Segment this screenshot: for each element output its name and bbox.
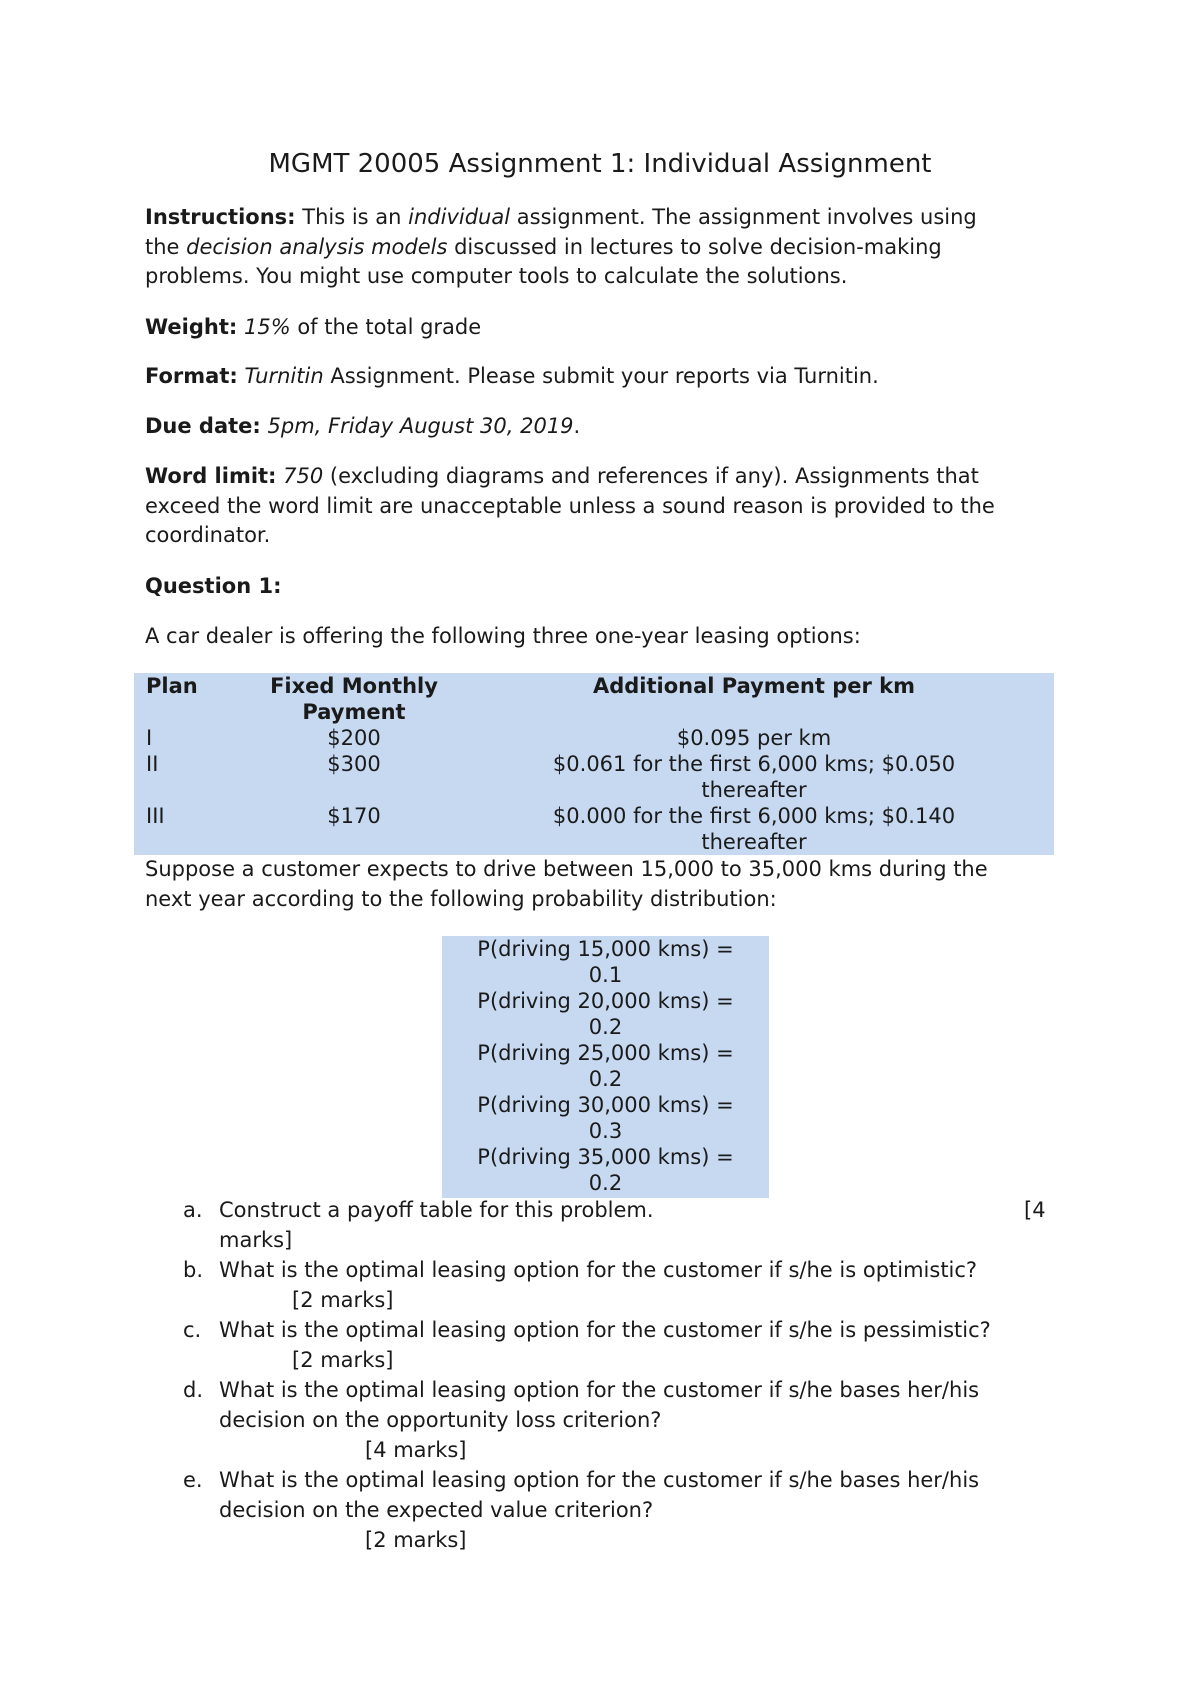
weight-value: 15% [243, 315, 291, 339]
due-date-label: Due date: [145, 414, 261, 438]
table-cell-additional: $0.000 for the first 6,000 kms; $0.140 [552, 804, 956, 828]
question-text: What is the optimal leasing option for the customer if s/he bases her/his [219, 1468, 980, 1492]
word-limit-label: Word limit: [145, 464, 277, 488]
instructions-emphasis: decision analysis models [186, 234, 448, 259]
table-cell-plan: II [146, 752, 159, 776]
question-text: decision on the opportunity loss criterion? [219, 1408, 662, 1432]
instructions-text: problems. You might use computer tools to calculate the solutions. [145, 264, 848, 288]
due-date-value: 5pm, Friday August 30, 2019 [267, 414, 574, 438]
question-text: What is the optimal leasing option for the customer if s/he bases her/his [219, 1378, 980, 1402]
distribution-intro-text: Suppose a customer expects to drive between 15,000 to 35,000 kms during the [145, 857, 988, 881]
question-letter: e. [183, 1468, 203, 1492]
instructions-text: assignment. The assignment involves using [510, 205, 977, 229]
word-limit-value: 750 [283, 464, 324, 488]
question-marks: [2 marks] [292, 1288, 394, 1312]
question-text: decision on the expected value criterion? [219, 1498, 654, 1522]
table-cell-additional: thereafter [701, 830, 807, 854]
distribution-intro-text: next year according to the following probability distribution: [145, 886, 777, 911]
intro-text: A car dealer is offering the following three one-year leasing options: [145, 624, 861, 648]
probability-value: 0.1 [588, 963, 623, 987]
format-line [145, 362, 1055, 392]
question-marks: [4 [1024, 1198, 1046, 1222]
question-heading: Question 1: [145, 574, 282, 598]
probability-label: P(driving 35,000 kms) = [477, 1145, 734, 1169]
word-limit-paragraph [145, 462, 1055, 551]
probability-label: P(driving 20,000 kms) = [477, 989, 734, 1013]
probability-label: P(driving 25,000 kms) = [477, 1041, 734, 1065]
due-date-line [145, 412, 1055, 442]
table-cell-fixed: $200 [327, 726, 381, 750]
word-limit-text: coordinator. [145, 523, 271, 547]
question-marks: [2 marks] [292, 1348, 394, 1372]
instructions-paragraph [145, 203, 1055, 292]
table-cell-fixed: $170 [327, 804, 381, 828]
probability-value: 0.2 [588, 1067, 623, 1091]
table-cell-plan: I [146, 726, 153, 750]
question-text: What is the optimal leasing option for the customer if s/he is optimistic? [219, 1258, 978, 1282]
question-marks: [2 marks] [365, 1528, 467, 1552]
format-label: Format: [145, 364, 238, 388]
question-text: What is the optimal leasing option for the customer if s/he is pessimistic? [219, 1318, 991, 1342]
word-limit-text: (excluding diagrams and references if any). Assignments that [323, 464, 979, 488]
probability-value: 0.2 [588, 1015, 623, 1039]
probability-value: 0.2 [588, 1171, 623, 1195]
instructions-text: the [145, 234, 187, 259]
probability-label: P(driving 15,000 kms) = [477, 937, 734, 961]
instructions-text: This is an [295, 205, 409, 229]
table-header-fixed: Fixed Monthly [270, 674, 438, 698]
question-marks: marks] [219, 1228, 293, 1252]
probability-distribution-box [442, 936, 769, 1198]
question-letter: a. [183, 1198, 203, 1222]
distribution-intro [145, 855, 1055, 914]
table-cell-additional: $0.095 per km [676, 726, 832, 750]
question-letter: b. [183, 1258, 204, 1282]
format-value: Turnitin [244, 364, 324, 388]
table-header-fixed: Payment [302, 700, 406, 724]
weight-label: Weight: [145, 315, 238, 339]
instructions-emphasis: individual [408, 205, 511, 229]
format-text: Assignment. Please submit your reports via Turnitin. [323, 364, 879, 388]
question-text: Construct a payoff table for this problem. [219, 1198, 654, 1222]
question-marks: [4 marks] [365, 1438, 467, 1462]
instructions-label: Instructions: [145, 205, 296, 229]
probability-value: 0.3 [588, 1119, 623, 1143]
leasing-options-table [134, 673, 1054, 855]
question-letter: c. [183, 1318, 202, 1342]
table-cell-fixed: $300 [327, 752, 381, 776]
table-header-plan: Plan [146, 674, 198, 698]
question-letter: d. [183, 1378, 204, 1402]
table-cell-plan: III [146, 804, 165, 828]
due-date-text: . [573, 414, 581, 438]
word-limit-text: exceed the word limit are unacceptable unless a sound reason is provided to the [145, 493, 995, 518]
table-cell-additional: $0.061 for the first 6,000 kms; $0.050 [552, 752, 956, 776]
table-cell-additional: thereafter [701, 778, 807, 802]
weight-text: of the total grade [290, 315, 482, 339]
probability-label: P(driving 30,000 kms) = [477, 1093, 734, 1117]
weight-line [145, 313, 1055, 343]
document-title: MGMT 20005 Assignment 1: Individual Assignment [268, 149, 932, 179]
table-header-additional: Additional Payment per km [592, 674, 916, 698]
instructions-text: discussed in lectures to solve decision-making [447, 234, 942, 259]
